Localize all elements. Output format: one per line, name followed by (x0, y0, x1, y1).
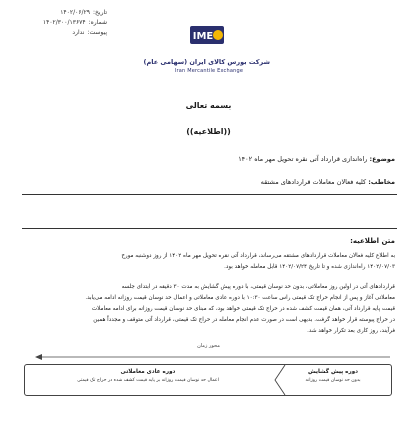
date-label: تاریخ: (93, 9, 107, 16)
number-value: ۱۴۰۲/۳۰۰/۱۳۶۷۴ (42, 19, 86, 26)
pre-opening-period (275, 365, 391, 395)
audience-label: مخاطب: (368, 178, 395, 186)
letter-meta (12, 8, 107, 38)
subject-value: راه‌اندازی قرارداد آتی نقره تحویل مهر ماه ۱۴۰۲ (238, 155, 368, 163)
audience-line (15, 178, 395, 186)
ime-logo-icon (190, 24, 224, 46)
subject-line (15, 155, 395, 163)
time-axis-arrow-icon (35, 353, 390, 361)
number-label: شماره: (88, 19, 107, 26)
bismillah: بسمه تعالی (185, 101, 232, 110)
paragraph-1 (20, 251, 395, 273)
body-heading: متن اطلاعیه: (350, 237, 395, 245)
date-value: ۱۴۰۲/۰۶/۲۹ (60, 9, 91, 16)
paragraph-1-line: به اطلاع کلیه فعالان معاملات قراردادهای مشتقه می‌رساند، قرارداد آتی نقره تحویل مهر ماه ۱۴۰۲ از روز دوشنبه مورخ (121, 253, 395, 259)
logo-name-en: Iran Mercantile Exchange (174, 68, 244, 74)
normal-period-title: دوره عادی معاملاتی (120, 369, 176, 375)
pre-open-title: دوره پیش گشایش (307, 369, 359, 375)
notice-title: ((اطلاعیه)) (186, 127, 231, 136)
paragraph-2-line: قیمت پایه قرارداد آتی، همان قیمت کشف شده در حراج تک قیمتی خواهد بود، که مبنای حد نوسان قیمت روزانه برای ادامه معاملات (91, 306, 395, 312)
audience-value: کلیه فعالان معاملات قراردادهای مشتقه (260, 178, 367, 186)
paragraph-2 (20, 282, 395, 337)
date-row (12, 8, 107, 18)
paragraph-2-line: معاملاتی آغاز و پس از انجام حراج تک قیمتی راس ساعت ۱۰:۳۰ با دوره عادی معاملاتی و اعمال حد نوسان قیمت روزانه ادامه می‌یابد. (85, 295, 395, 301)
divider-bottom (22, 228, 397, 229)
attachment-label: پیوست: (87, 29, 107, 36)
paragraph-2-line: فرآیند، روز کاری بعد تکرار خواهد شد. (307, 328, 395, 334)
time-axis-label: محور زمان (197, 343, 220, 349)
timeline-box (24, 364, 392, 396)
subject-label: موضوع: (369, 155, 395, 163)
normal-period-desc: اعمال حد نوسان قیمت روزانه بر پایه قیمت کشف شده در حراج تک قیمتی (77, 378, 219, 383)
divider-top (22, 194, 397, 195)
paragraph-1-line: ۱۴۰۲/۰۷/۰۳ راه‌اندازی شده و تا تاریخ ۱۴۰۲/۰۷/۲۴ قابل معامله خواهد بود. (224, 264, 395, 270)
logo-mark-text: IME (192, 31, 214, 42)
attachment-value: ندارد (72, 29, 85, 36)
ime-logo (143, 22, 270, 86)
paragraph-2-line: در حراج پیوسته قرار خواهد گرفت. بدیهی است در صورت عدم انجام معامله در حراج تک قیمتی، قرارداد آتی متوقف و مجدداً همین (93, 317, 395, 323)
pre-open-desc: بدون حد نوسان قیمت روزانه (305, 378, 361, 383)
logo-name-fa: شرکت بورس کالای ایران (سهامی عام) (143, 58, 270, 66)
number-row (12, 18, 107, 28)
normal-trading-period (25, 365, 271, 395)
paragraph-2-line: قراردادهای آتی در اولین روز معاملاتی، بدون حد نوسان قیمتی، با دوره پیش گشایش به مدت ۳۰ دقیقه در ابتدای جلسه (121, 284, 395, 290)
attachment-row (12, 28, 107, 38)
